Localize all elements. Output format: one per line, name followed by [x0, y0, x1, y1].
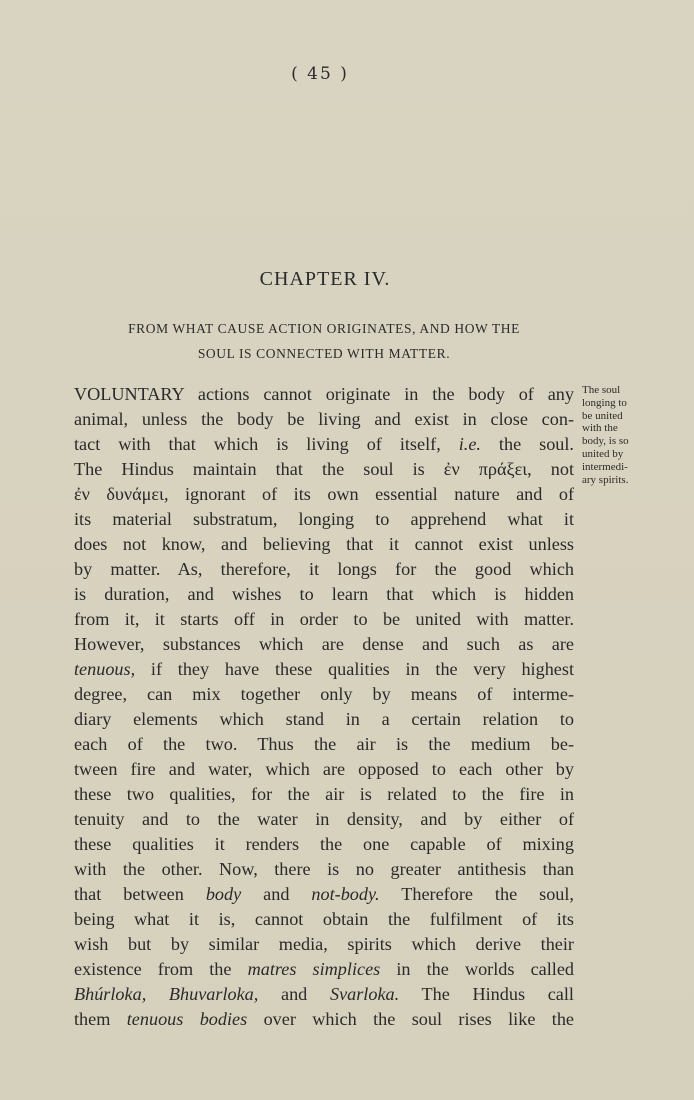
text-line [74, 932, 574, 957]
text-run: The Hindus maintain that the soul is ἐν πράξει, not [74, 459, 574, 479]
text-run: that between [74, 884, 206, 904]
text-line [74, 907, 574, 932]
text-run: wish but by similar media, spirits which derive their [74, 934, 574, 954]
text-run: over which the soul rises like the [247, 1009, 574, 1029]
text-line [74, 732, 574, 757]
text-line [74, 707, 574, 732]
body-text [74, 382, 574, 1032]
text-line [74, 582, 574, 607]
text-run: does not know, and believing that it cannot exist unless [74, 534, 574, 554]
text-line [74, 632, 574, 657]
text-run: these two qualities, for the air is related to the fire in [74, 784, 574, 804]
text-run: Therefore the soul, [379, 884, 574, 904]
italic-text: tenuous, [74, 659, 136, 679]
text-run: tenuity and to the water in density, and by either of [74, 809, 574, 829]
text-line [74, 682, 574, 707]
text-line [74, 957, 574, 982]
text-line [74, 457, 574, 482]
text-run: is duration, and wishes to learn that which is hidden [74, 584, 574, 604]
text-run: VOLUNTARY actions cannot originate in the body of any [74, 384, 574, 404]
text-line [74, 507, 574, 532]
text-line [74, 807, 574, 832]
margin-note-line: The soul [582, 384, 621, 396]
italic-text: body [205, 884, 242, 904]
italic-text: tenuous bodies [126, 1009, 248, 1029]
text-run: degree, can mix together only by means of interme- [74, 684, 574, 704]
text-line [74, 532, 574, 557]
chapter-subtitle-line: SOUL IS CONNECTED WITH MATTER. [197, 346, 451, 361]
text-line [74, 407, 574, 432]
margin-note [582, 384, 657, 486]
text-line [74, 982, 574, 1007]
text-run: and [241, 884, 312, 904]
text-line [74, 832, 574, 857]
chapter-subtitle [74, 316, 574, 366]
text-line [74, 882, 574, 907]
text-line [74, 657, 574, 682]
text-run: animal, unless the body be living and exist in close con- [74, 409, 574, 429]
text-run: and [258, 984, 330, 1004]
italic-text: i.e. [458, 434, 481, 454]
text-run: the soul. [480, 434, 574, 454]
text-run: by matter. As, therefore, it longs for the good which [74, 559, 574, 579]
text-run: its material substratum, longing to apprehend what it [74, 509, 574, 529]
text-run: each of the two. Thus the air is the medium be- [74, 734, 574, 754]
text-line [74, 1007, 574, 1032]
margin-note-line: united by [582, 447, 624, 460]
text-run: diary elements which stand in a certain relation to [74, 709, 574, 729]
margin-note-line: body, is so [582, 435, 629, 448]
text-run: tween fire and water, which are opposed to each other by [74, 759, 574, 779]
page-number: ( 45 ) [291, 64, 349, 84]
text-line [74, 607, 574, 632]
italic-text: Svarloka. [329, 984, 400, 1004]
text-line [74, 557, 574, 582]
text-run: ἐν δυνάμει, ignorant of its own essential nature and of [74, 484, 574, 504]
text-line [74, 857, 574, 882]
text-line [74, 382, 574, 407]
chapter-title: CHAPTER IV. [259, 268, 391, 290]
text-run: with the other. Now, there is no greater antithesis than [74, 859, 574, 879]
text-line [74, 757, 574, 782]
text-run: tact with that which is living of itself, [74, 434, 459, 454]
text-run: The Hindus call [399, 984, 574, 1004]
margin-note-line: intermedi- [582, 460, 628, 473]
italic-text: Bhúrloka, Bhuvarloka, [74, 984, 259, 1004]
italic-text: matres simplices [247, 959, 381, 979]
margin-note-line: be united [582, 409, 623, 422]
margin-note-line: with the [582, 422, 618, 435]
text-run: existence from the [74, 959, 248, 979]
text-run: being what it is, cannot obtain the fulfilment of its [74, 909, 574, 929]
chapter-subtitle-line: FROM WHAT CAUSE ACTION ORIGINATES, AND HOW THE [128, 321, 520, 336]
text-run: in the worlds called [380, 959, 574, 979]
text-run: However, substances which are dense and such as are [74, 634, 574, 654]
margin-note-line: ary spirits. [582, 473, 629, 486]
text-line [74, 782, 574, 807]
margin-note-line: longing to [582, 396, 627, 409]
text-line [74, 432, 574, 457]
text-line [74, 482, 574, 507]
text-run: them [74, 1009, 127, 1029]
text-run: these qualities it renders the one capable of mixing [74, 834, 574, 854]
text-run: from it, it starts off in order to be united with matter. [74, 609, 574, 629]
italic-text: not-body. [311, 884, 380, 904]
text-run: if they have these qualities in the very highest [135, 659, 574, 679]
